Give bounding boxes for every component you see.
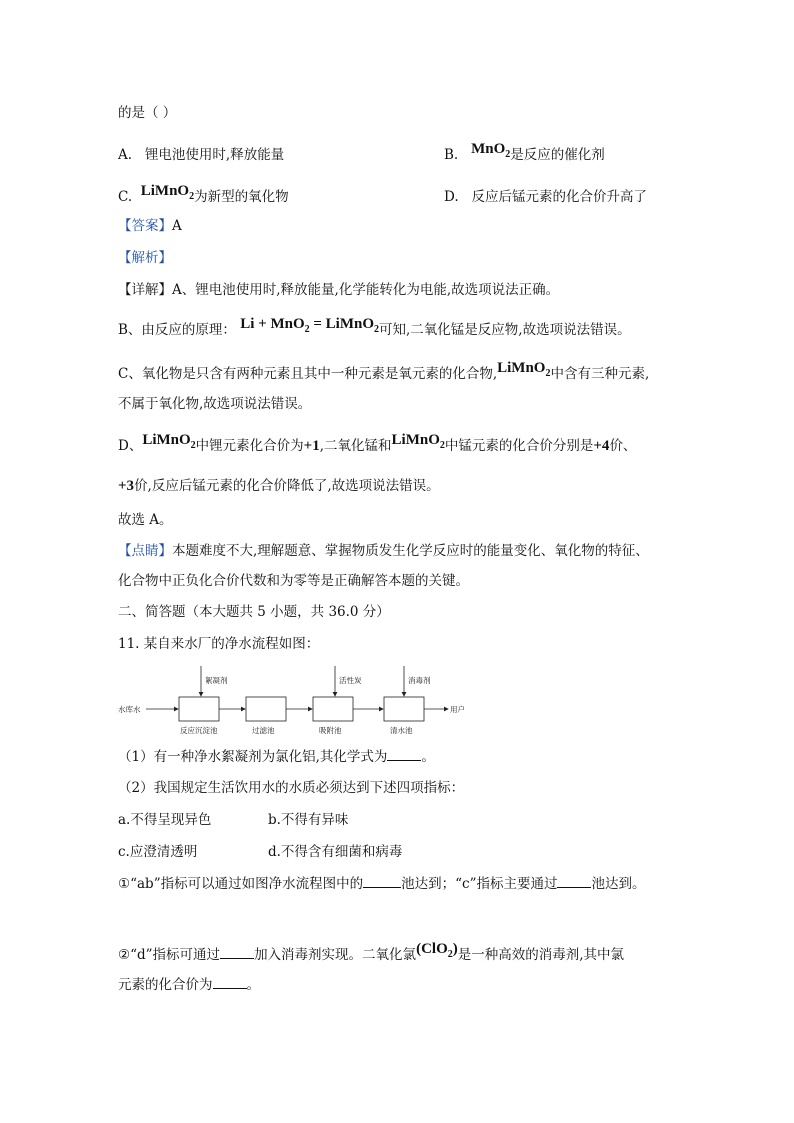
flow-label-clearwater: 清水池	[390, 726, 413, 735]
section-title	[118, 602, 390, 622]
answer-blank-valence[interactable]	[213, 974, 247, 989]
conclusion-text: 故选 A。	[118, 512, 173, 528]
flow-label-sedimentation: 反应沉淀池	[180, 726, 218, 735]
q11-part2-line2-suffix: 。	[246, 977, 260, 993]
flow-input-disinfectant: 消毒剂	[408, 676, 431, 685]
criteria-d	[268, 842, 402, 862]
conclusion	[118, 510, 173, 530]
q11-part1-text2: 池达到；“c”指标主要通过	[401, 876, 558, 892]
option-d-letter: D.	[444, 189, 459, 205]
q11-part2	[118, 941, 625, 971]
detail-d-mid1: 中锂元素化合价为	[195, 438, 304, 454]
comment-text-2: 化合物中正负化合价代数和为零等是正确解答本题的关键。	[118, 573, 469, 589]
option-b-text: 是反应的催化剂	[510, 147, 605, 163]
detail-d	[118, 432, 637, 462]
criteria-c	[118, 842, 197, 862]
q11-part1-text3: 池达到。	[591, 876, 646, 892]
q11-title	[118, 634, 319, 654]
detail-d-formula: LiMnO$_2$	[142, 432, 196, 451]
detail-tag: 【详解】	[118, 282, 172, 298]
criteria-a	[118, 810, 211, 830]
option-b-letter: B.	[444, 147, 459, 163]
q11-part2-text3: 是一种高效的消毒剂,其中氯	[457, 947, 625, 963]
option-d	[444, 187, 647, 207]
detail-b	[118, 316, 631, 346]
q11-part2-text1: ②“d”指标可通过	[118, 947, 221, 963]
option-a	[118, 145, 284, 165]
valence-limno2: +3	[118, 478, 135, 494]
detail-d-line2-text: 价,反应后锰元素的化合价降低了,故选项说法错误。	[134, 478, 440, 494]
detail-d-end: 价、	[609, 438, 637, 454]
flow-input-carbon: 活性炭	[339, 676, 362, 685]
comment-tag: 【点睛】	[118, 543, 172, 559]
detail-a-text: A、锂电池使用时,释放能量,化学能转化为电能,故选项说法正确。	[172, 282, 560, 298]
comment-line2	[118, 571, 469, 591]
stem-text: 的是（ ）	[118, 105, 177, 121]
criteria-b	[268, 810, 348, 830]
flow-box-sedimentation	[179, 697, 219, 721]
q11-sub2-text: （2）我国规定生活饮用水的水质必须达到下述四项指标：	[118, 780, 465, 796]
q11-sub2	[118, 778, 464, 798]
analysis-tag: 【解析】	[118, 250, 172, 266]
answer-blank-formula[interactable]	[387, 746, 421, 761]
flow-box-filter	[246, 697, 286, 721]
detail-d-prefix: D、	[118, 438, 143, 454]
detail-c	[118, 360, 650, 390]
answer-tag: 【答案】	[118, 218, 172, 234]
answer-blank-d[interactable]	[220, 944, 254, 959]
option-d-text: 反应后锰元素的化合价升高了	[471, 189, 648, 205]
flow-input-flocculant: 絮凝剂	[205, 676, 228, 685]
detail-c-line2-text: 不属于氧化物,故选项说法错误。	[118, 396, 312, 412]
q11-part1	[118, 873, 645, 894]
detail-d-mid2: ,二氧化锰和	[319, 438, 392, 454]
detail-c-formula: LiMnO$_2$	[497, 360, 551, 379]
section-title-text: 二、简答题（本大题共 5 小题，共 36.0 分）	[118, 604, 390, 620]
comment-line1	[118, 541, 649, 561]
option-b-formula: MnO$_2$	[471, 141, 511, 160]
q11-part1-text1: ①“ab”指标可以通过如图净水流程图中的	[118, 876, 364, 892]
reaction-equation: Li + MnO$_2$ = LiMnO$_2$	[240, 316, 379, 335]
q11-sub1	[118, 746, 435, 767]
criteria-a-text: a.不得呈现异色	[118, 812, 212, 828]
answer-line	[118, 216, 182, 236]
answer-blank-c[interactable]	[557, 873, 591, 888]
analysis-line	[118, 248, 172, 268]
q11-sub1-suffix: 。	[421, 749, 435, 765]
comment-text-1: 本题难度不大,理解题意、掌握物质发生化学反应时的能量变化、氧化物的特征、	[172, 543, 649, 559]
option-c-text: 为新型的氧化物	[194, 189, 289, 205]
valence-mno2: +4	[593, 438, 610, 454]
detail-b-prefix: B、由反应的原理：	[118, 322, 236, 338]
flow-box-clearwater	[384, 697, 424, 721]
option-b	[444, 141, 605, 171]
criteria-d-text: d.不得含有细菌和病毒	[268, 844, 403, 860]
q11-part2-line2	[118, 974, 260, 995]
answer-value: A	[172, 218, 182, 234]
option-a-letter: A.	[118, 147, 133, 163]
detail-c-prefix: C、氧化物是只含有两种元素且其中一种元素是氧元素的化合物,	[118, 366, 498, 382]
flow-end: 用户	[450, 705, 465, 714]
q11-part2-line2-text: 元素的化合价为	[118, 977, 213, 993]
detail-d-mid3: 中锰元素的化合价分别是	[444, 438, 594, 454]
q11-sub1-text: （1）有一种净水絮凝剂为氯化铝,其化学式为	[118, 749, 388, 765]
option-a-text: 锂电池使用时,释放能量	[144, 147, 285, 163]
criteria-b-text: b.不得有异味	[268, 812, 349, 828]
answer-blank-ab[interactable]	[363, 873, 401, 888]
detail-c-line2	[118, 394, 311, 414]
option-c-letter: C.	[118, 189, 133, 205]
water-flow-diagram	[118, 666, 498, 736]
detail-d-line2	[118, 476, 440, 496]
detail-b-suffix: 可知,二氧化锰是反应物,故选项说法错误。	[379, 322, 631, 338]
option-c-formula: LiMnO$_2$	[140, 183, 195, 202]
detail-c-suffix: 中含有三种元素,	[550, 366, 650, 382]
flow-start: 水库水	[118, 705, 141, 714]
valence-li: +1	[303, 438, 320, 454]
criteria-c-text: c.应澄清透明	[118, 844, 198, 860]
question-stem	[118, 103, 176, 123]
detail-d-formula2: LiMnO$_2$	[391, 432, 445, 451]
clo2-formula: (ClO$_2$)	[416, 941, 458, 960]
detail-a	[118, 280, 559, 300]
q11-title-text: 11. 某自来水厂的净水流程如图：	[118, 636, 320, 652]
option-c	[118, 183, 289, 213]
flow-label-filter: 过滤池	[252, 726, 275, 735]
flow-label-adsorption: 吸附池	[319, 726, 342, 735]
q11-part2-text2: 加入消毒剂实现。二氧化氯	[254, 947, 417, 963]
flow-box-adsorption	[313, 697, 353, 721]
